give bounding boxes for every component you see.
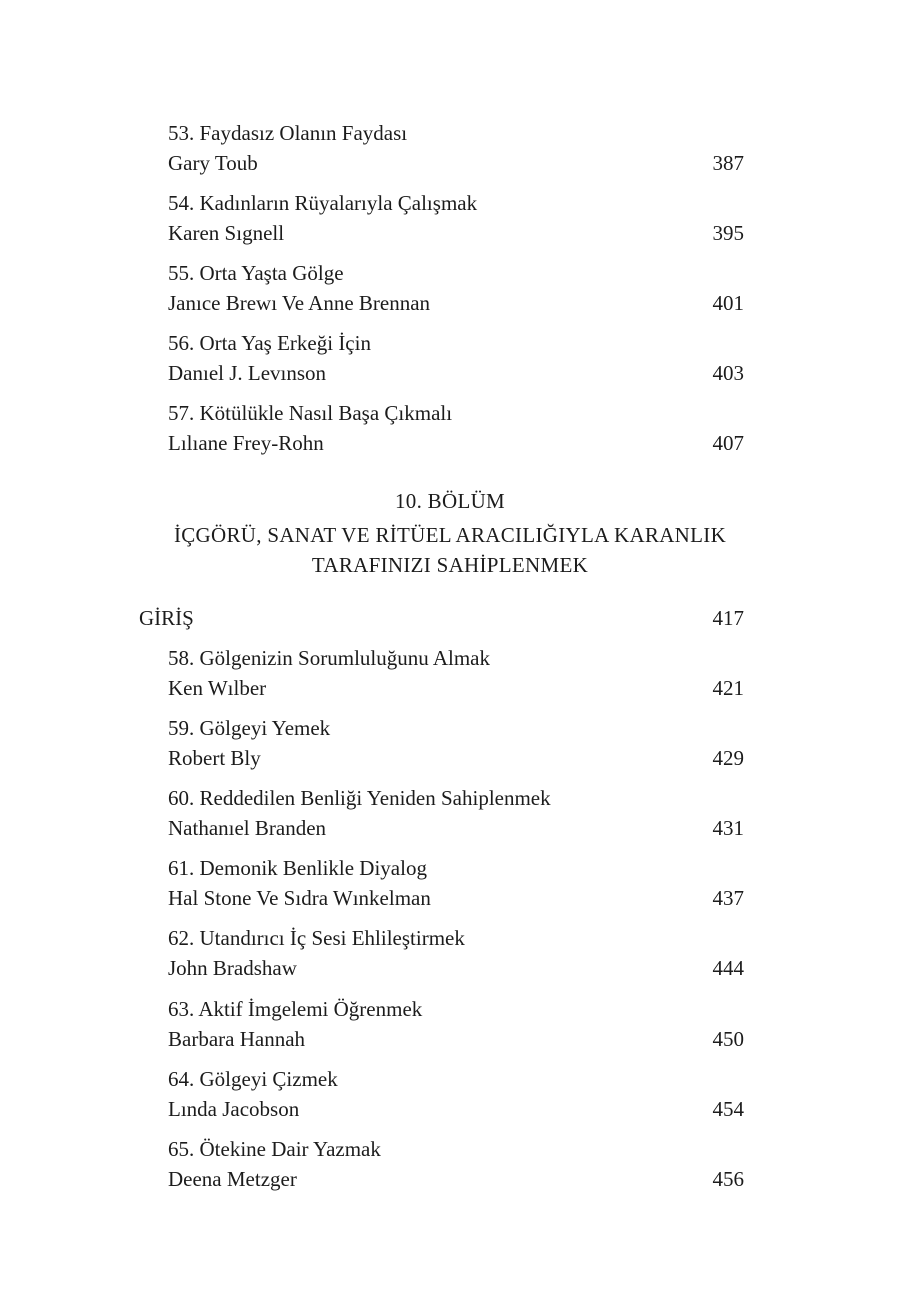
entry-title: 57. Kötülükle Nasıl Başa Çıkmalı — [168, 401, 453, 425]
toc-intro — [139, 603, 744, 633]
entry-title: 56. Orta Yaş Erkeği İçin — [168, 331, 371, 355]
toc-entry-63 — [168, 994, 744, 1054]
entry-page-number: 395 — [712, 221, 744, 245]
toc-entry-53 — [168, 118, 744, 178]
entry-author: Ken Wılber — [168, 676, 267, 700]
toc-entry-64 — [168, 1064, 744, 1124]
entry-title: 61. Demonik Benlikle Diyalog — [168, 856, 427, 880]
section-number: 10. BÖLÜM — [394, 489, 506, 513]
entry-author: Gary Toub — [168, 151, 258, 175]
entry-page-number: 429 — [712, 746, 744, 770]
entry-author: Hal Stone Ve Sıdra Wınkelman — [168, 886, 431, 910]
entry-page-number: 387 — [712, 151, 744, 175]
entry-author: John Bradshaw — [168, 956, 297, 980]
entry-page-number: 403 — [712, 361, 744, 385]
entry-author: Lılıane Frey-Rohn — [168, 431, 324, 455]
entry-author: Karen Sıgnell — [168, 221, 285, 245]
intro-page-number: 417 — [712, 606, 744, 630]
entry-page-number: 454 — [712, 1097, 744, 1121]
toc-entry-57 — [168, 398, 744, 458]
entry-page-number: 407 — [712, 431, 744, 455]
entry-author: Robert Bly — [168, 746, 261, 770]
entry-author: Deena Metzger — [168, 1167, 297, 1191]
entry-title: 63. Aktif İmgelemi Öğrenmek — [168, 997, 423, 1021]
toc-entry-61 — [168, 853, 744, 913]
toc-entry-56 — [168, 328, 744, 388]
entry-author: Danıel J. Levınson — [168, 361, 327, 385]
entry-author: Janıce Brewı Ve Anne Brennan — [168, 291, 431, 315]
entry-page-number: 421 — [712, 676, 744, 700]
entry-author: Nathanıel Branden — [168, 816, 327, 840]
entry-page-number: 437 — [712, 886, 744, 910]
intro-label: GİRİŞ — [139, 606, 194, 630]
entry-page-number: 431 — [712, 816, 744, 840]
toc-entry-55 — [168, 258, 744, 318]
entry-author: Lında Jacobson — [168, 1097, 300, 1121]
toc-entry-65 — [168, 1134, 744, 1194]
entry-page-number: 401 — [712, 291, 744, 315]
entry-title: 62. Utandırıcı İç Sesi Ehlileştirmek — [168, 926, 465, 950]
toc-entry-62 — [168, 923, 744, 983]
entry-title: 64. Gölgeyi Çizmek — [168, 1067, 338, 1091]
entry-title: 65. Ötekine Dair Yazmak — [168, 1137, 381, 1161]
toc-entry-54 — [168, 188, 744, 248]
entry-page-number: 456 — [712, 1167, 744, 1191]
entry-title: 55. Orta Yaşta Gölge — [168, 261, 344, 285]
entry-title: 60. Reddedilen Benliği Yeniden Sahiplenmek — [168, 786, 551, 810]
entry-title: 53. Faydasız Olanın Faydası — [168, 121, 408, 145]
entry-title: 54. Kadınların Rüyalarıyla Çalışmak — [168, 191, 478, 215]
toc-entry-58 — [168, 643, 744, 703]
entry-page-number: 444 — [712, 956, 744, 980]
entry-title: 58. Gölgenizin Sorumluluğunu Almak — [168, 646, 490, 670]
toc-entry-60 — [168, 783, 744, 843]
entry-author: Barbara Hannah — [168, 1027, 306, 1051]
section-title-line2: TARAFINIZI SAHİPLENMEK — [311, 553, 589, 577]
entry-title: 59. Gölgeyi Yemek — [168, 716, 331, 740]
section-title-line1: İÇGÖRÜ, SANAT VE RİTÜEL ARACILIĞIYLA KARANLIK — [173, 523, 727, 547]
entry-page-number: 450 — [712, 1027, 744, 1051]
toc-entry-59 — [168, 713, 744, 773]
